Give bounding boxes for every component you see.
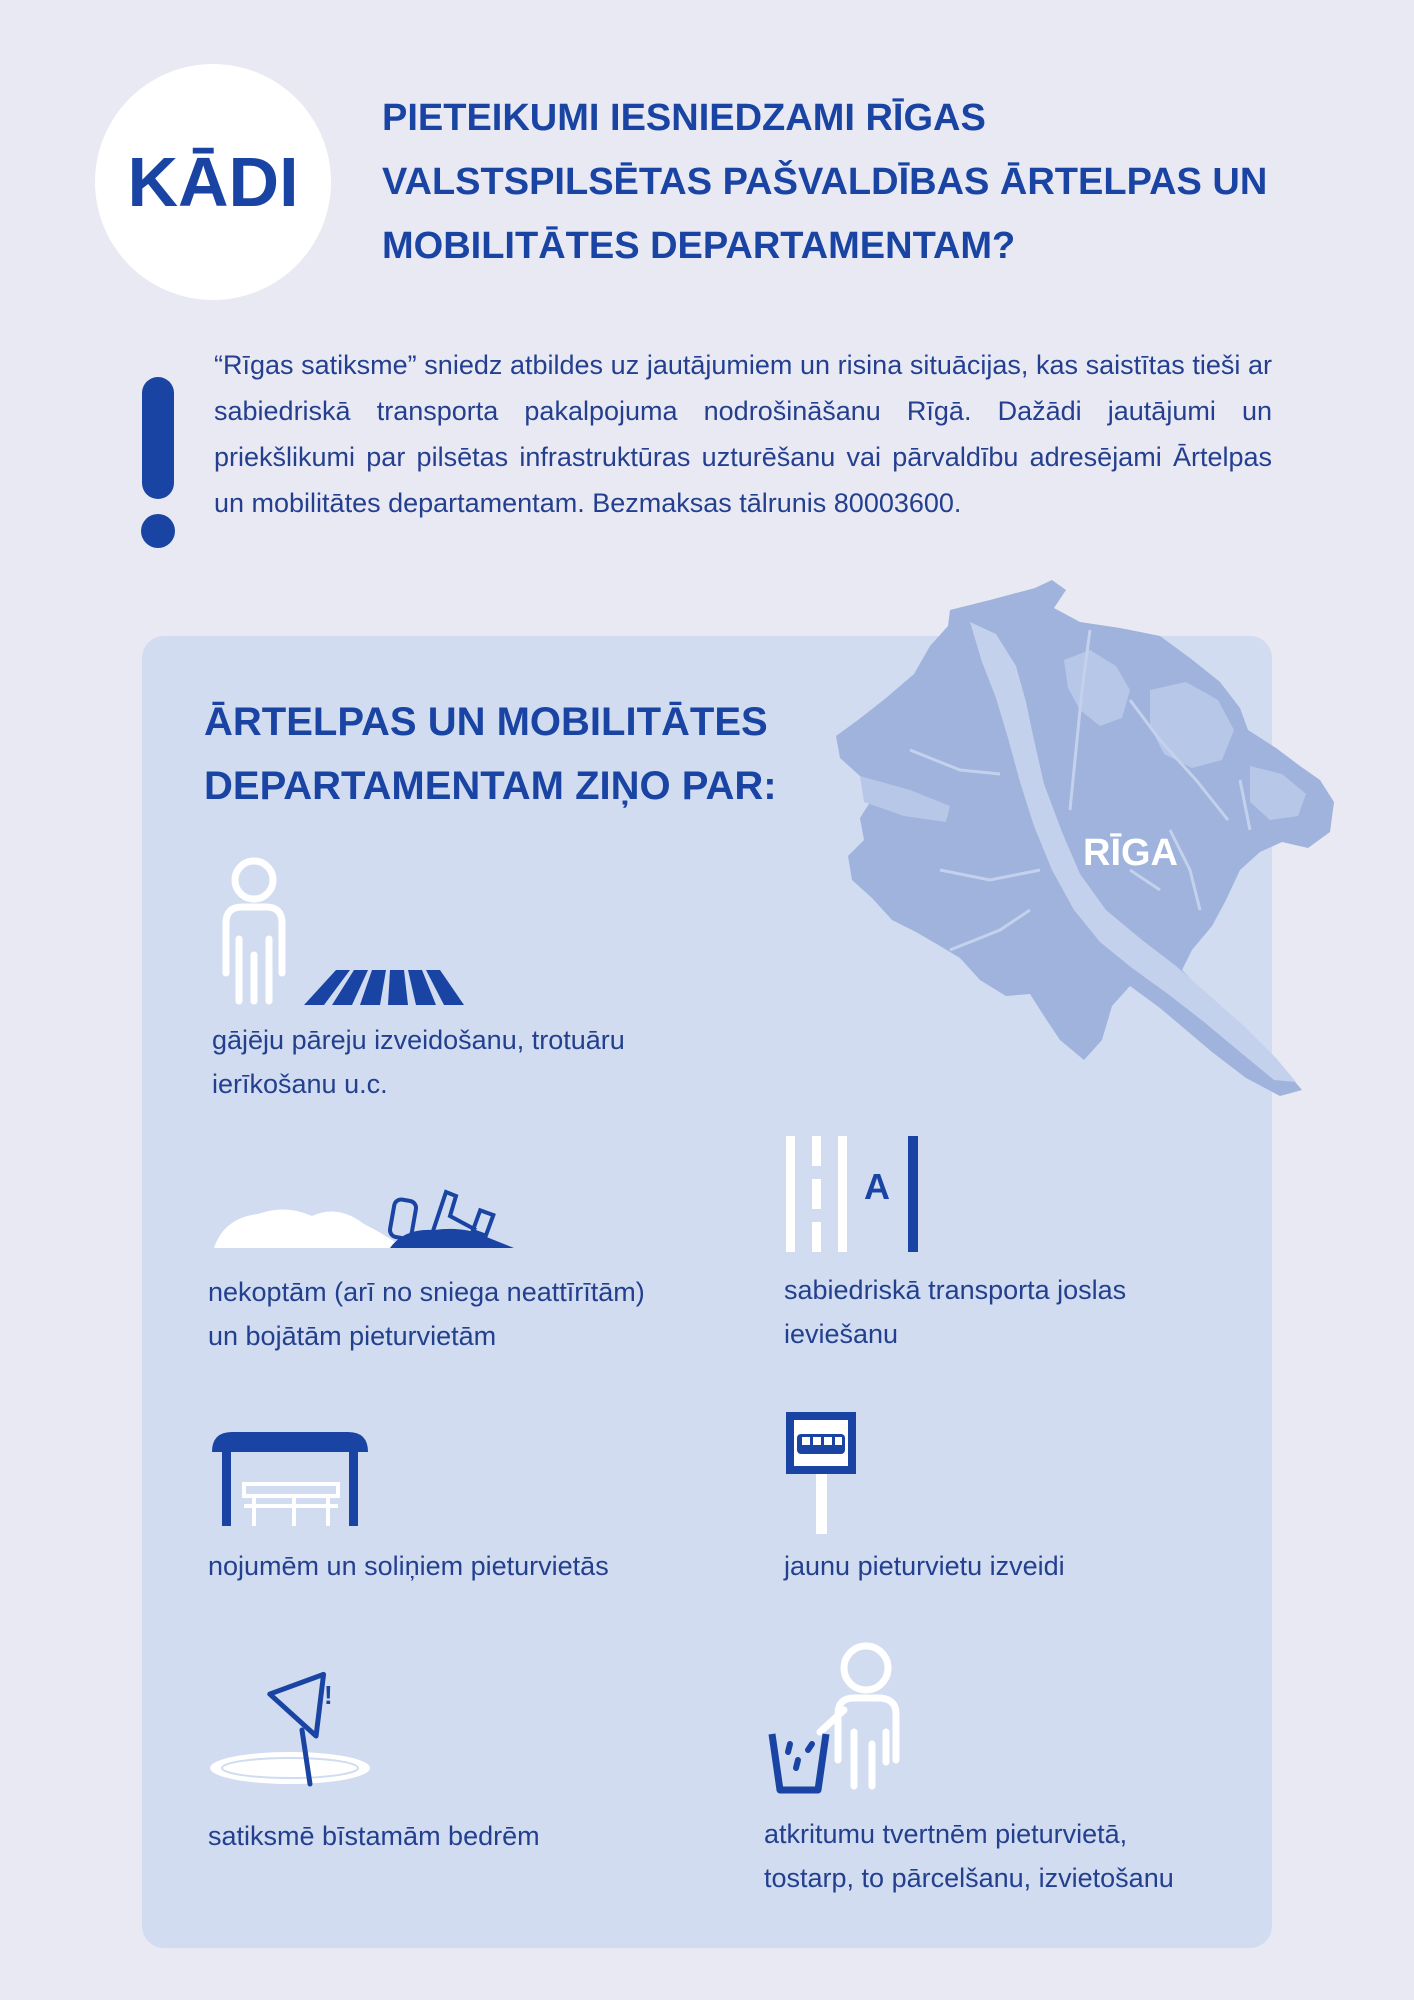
item-shelter-caption <box>208 1544 609 1588</box>
caption-line: nekoptām (arī no sniega neattīrītām) <box>208 1277 645 1307</box>
bus-shelter-icon <box>208 1430 372 1526</box>
caption-line: gājēju pāreju izveidošanu, trotuāru <box>212 1025 625 1055</box>
caption-line: tostarp, to pārcelšanu, izvietošanu <box>764 1863 1174 1893</box>
section-title-line-2: DEPARTAMENTAM ZIŅO PAR: <box>204 764 777 808</box>
section-title-line-1: ĀRTELPAS UN MOBILITĀTES <box>204 700 768 744</box>
kadi-circle-badge <box>95 64 331 300</box>
circle-word: KĀDI <box>127 143 299 221</box>
section-title <box>204 690 904 818</box>
snow-litter-icon <box>214 1186 514 1250</box>
caption-line: sabiedriskā transporta joslas <box>784 1275 1127 1305</box>
item-bus-lane-caption <box>784 1268 1126 1356</box>
warning-mark: ! <box>324 1680 333 1710</box>
caption-line: un bojātām pieturvietām <box>208 1321 497 1351</box>
item-stops-condition-caption <box>208 1270 645 1358</box>
exclamation-icon <box>136 373 184 553</box>
caption-line: jaunu pieturvietu izveidi <box>784 1551 1065 1581</box>
caption-line: ierīkošanu u.c. <box>212 1069 388 1099</box>
bus-lane-letter: A <box>864 1166 890 1207</box>
item-bin-caption <box>764 1812 1174 1900</box>
item-pedestrian-crossing-caption <box>212 1018 625 1106</box>
caption-line: ieviešanu <box>784 1319 899 1349</box>
map-label-riga: RĪGA <box>1083 832 1178 874</box>
title-line-1: PIETEIKUMI IESNIEDZAMI RĪGAS <box>382 97 986 139</box>
page-title <box>382 86 1282 278</box>
item-pothole-caption <box>208 1814 540 1858</box>
title-line-2: VALSTSPILSĒTAS PAŠVALDĪBAS ĀRTELPAS UN <box>382 161 1268 203</box>
pedestrian-crossing-icon <box>212 855 482 1005</box>
bus-stop-sign-icon <box>784 1410 860 1534</box>
caption-line: satiksmē bīstamām bedrēm <box>208 1821 540 1851</box>
pothole-warning-icon <box>210 1668 370 1790</box>
intro-text: “Rīgas satiksme” sniedz atbildes uz jautājumiem un risina situācijas, kas saistītas tieši ar sabiedriskā transporta pakalpojuma nodrošināšanu Rīgā. Dažādi jautājumi un priekšlikumi par pilsētas infrastruktūras uzturēšanu vai pārvaldību adresējami Ārtelpas un mobilitātes departamentam. Bezmaksas tālrunis 80003600. <box>214 350 1272 518</box>
title-line-3: MOBILITĀTES DEPARTAMENTAM? <box>382 225 1016 267</box>
bus-lane-icon <box>784 1136 924 1254</box>
caption-line: nojumēm un soliņiem pieturvietās <box>208 1551 609 1581</box>
litter-bin-icon <box>768 1640 908 1796</box>
item-new-stop-caption <box>784 1544 1065 1588</box>
caption-line: atkritumu tvertnēm pieturvietā, <box>764 1819 1128 1849</box>
